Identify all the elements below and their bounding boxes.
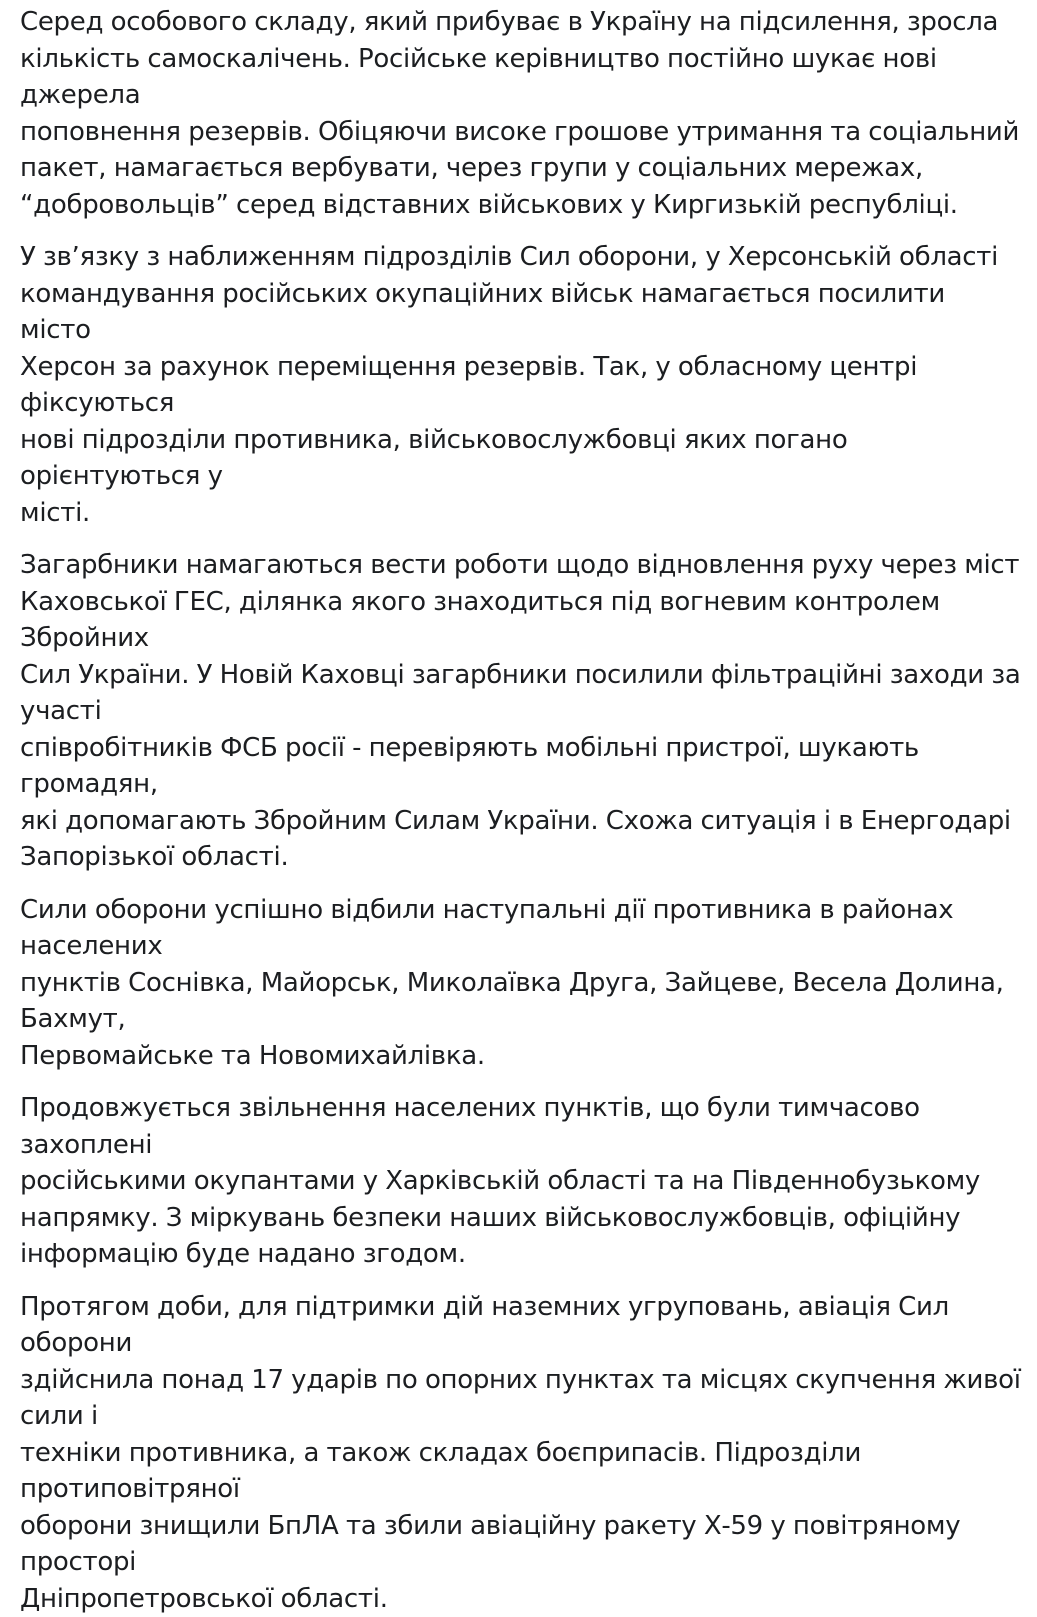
post-body	[0, 4, 1037, 1617]
paragraph-recruitment: Серед особового складу, який прибуває в Україну на підсилення, зросла кількість самоскалічень. Російське керівництво постійно шукає нові джерела поповнення резервів. Обіцяючи високе грошове утримання та соціальний пакет, намагається вербувати, через групи у соціальних мережах, “добровольців” серед відставних військових у Киргизькій республіці.	[20, 4, 1021, 223]
paragraph-liberation: Продовжується звільнення населених пунктів, що були тимчасово захоплені російськими окупантами у Харківській області та на Південнобузькому напрямку. З міркувань безпеки наших військовослужбовців, офіційну інформацію буде надано згодом.	[20, 1090, 1021, 1273]
paragraph-defense-repelled: Сили оборони успішно відбили наступальні дії противника в районах населених пунктів Соснівка, Майорськ, Миколаївка Друга, Зайцеве, Весела Долина, Бахмут, Первомайське та Новомихайлівка.	[20, 892, 1021, 1075]
paragraph-aviation: Протягом доби, для підтримки дій наземних угруповань, авіація Сил оборони здійснила понад 17 ударів по опорних пунктах та місцях скупчення живої сили і техніки противника, а також складах боєприпасів. Підрозділи протиповітряної оборони знищили БпЛА та збили авіаційну ракету Х-59 у повітряному просторі Дніпропетровської області.	[20, 1289, 1021, 1617]
paragraph-kakhovka: Загарбники намагаються вести роботи щодо відновлення руху через міст Каховської ГЕС, ділянка якого знаходиться під вогневим контролем Збройних Сил України. У Новій Каховці загарбники посилили фільтраційні заходи за участі співробітників ФСБ росії - перевіряють мобільні пристрої, шукають громадян, які допомагають Збройним Силам України. Схожа ситуація і в Енергодарі Запорізької області.	[20, 547, 1021, 876]
paragraph-kherson: У зв’язку з наближенням підрозділів Сил оборони, у Херсонській області командування російських окупаційних військ намагається посилити місто Херсон за рахунок переміщення резервів. Так, у обласному центрі фіксуються нові підрозділи противника, військовослужбовці яких погано орієнтуються у місті.	[20, 239, 1021, 531]
